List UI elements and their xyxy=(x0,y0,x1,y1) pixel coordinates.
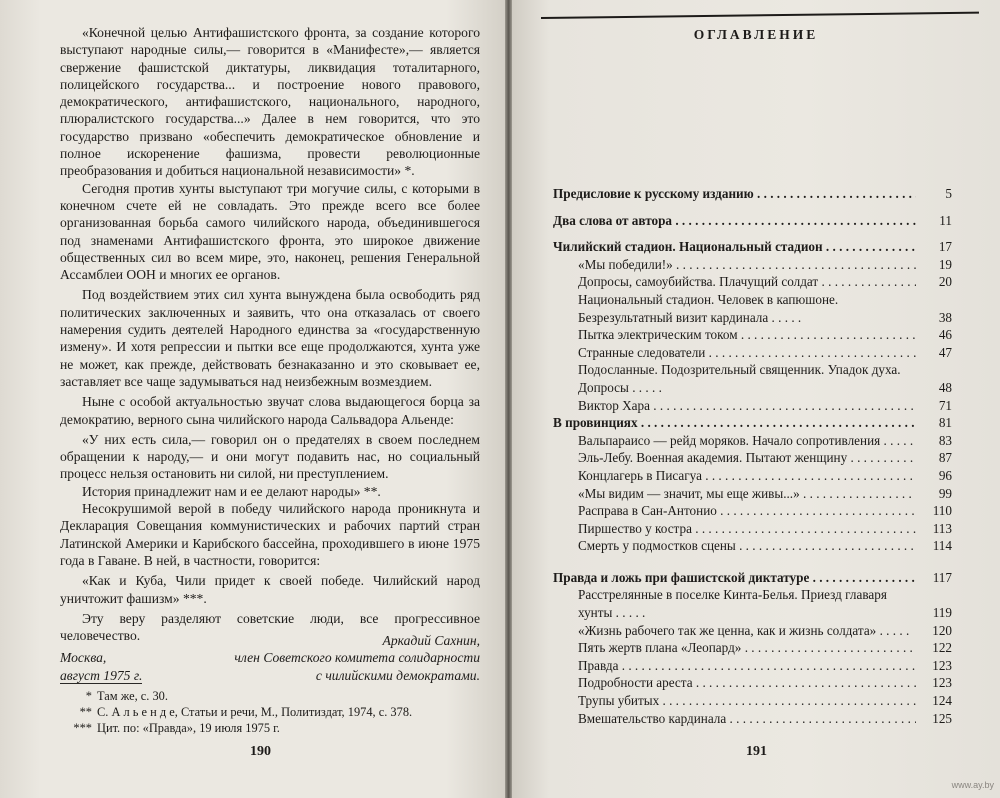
toc-entry-page: 5 xyxy=(945,186,952,201)
left-page-number: 190 xyxy=(250,744,271,759)
toc-entry-title: Правда . . . xyxy=(578,657,916,675)
toc-entry-page: 20 xyxy=(938,274,952,290)
watermark: www.ay.by xyxy=(951,780,994,790)
toc-section xyxy=(578,674,952,692)
toc-entry-page: 17 xyxy=(938,239,952,255)
footnote xyxy=(60,720,490,736)
toc-entry-page: 11 xyxy=(939,212,952,228)
toc-section xyxy=(578,502,952,520)
toc-entry-title: Вальпараисо — рейд моряков. Начало сопротивления . . . xyxy=(578,432,916,450)
signature-position: член Советского комитета солидарности xyxy=(234,650,480,666)
toc-section xyxy=(578,710,952,728)
footnote-text: Там же, с. 30. xyxy=(97,689,168,703)
quote-paragraph: «У них есть сила,— говорил он о предателях в своем последнем обращении к народу,— и они могут подавить нас, но социальный процесс нельзя остановить ни силой, ни преступлением. xyxy=(60,431,480,482)
paragraph: Под воздействием этих сил хунта вынуждена была освободить ряд политических заключенных и заявить, что она отказалась от своего намерения судить деятелей Народного единства за «государственную измену». И хотя репрессии и пытки все еще продолжаются, хунта уже не может, как прежде, действовать безнаказанно и это сковывает ее, заставляет все чаще задумываться над неизбежным возмездием. xyxy=(60,287,480,389)
footnote xyxy=(60,704,490,720)
toc-entry-title: Смерть у подмостков сцены . . . xyxy=(578,537,916,555)
toc-entry-title: Эль-Лебу. Военная академия. Пытают женщину . . . xyxy=(578,449,916,467)
toc-entry-title: Вмешательство кардинала . . . xyxy=(578,710,916,728)
paragraph: Эту веру разделяют советские люди, все прогрессивное человечество. xyxy=(60,610,480,644)
toc-section xyxy=(578,326,952,344)
toc-section xyxy=(578,361,952,396)
toc-title: ОГЛАВЛЕНИЕ xyxy=(693,27,819,42)
toc-entry-page: 71 xyxy=(938,397,952,413)
toc-entry-page: 48 xyxy=(938,379,952,395)
toc-chapter xyxy=(553,212,952,230)
footnote-text: Цит. по: «Правда», 19 июля 1975 г. xyxy=(97,721,280,735)
toc-section xyxy=(578,467,952,485)
toc-section xyxy=(578,692,952,710)
toc-section xyxy=(578,344,952,362)
toc-entry-page: 38 xyxy=(938,309,952,325)
toc-entry-page: 87 xyxy=(938,450,952,466)
toc-entry-title: Пять жертв плана «Леопард» . . . xyxy=(578,639,916,657)
right-page-number: 191 xyxy=(746,744,767,759)
book-spine-gutter xyxy=(505,0,512,798)
toc-entry-title: Расправа в Сан-Антонио . . . xyxy=(578,502,916,520)
toc-section xyxy=(578,537,952,555)
quote-paragraph: «Как и Куба, Чили придет к своей победе. Чилийский народ уничтожит фашизм» ***. xyxy=(60,573,480,606)
toc-entry-title: Подробности ареста . . . xyxy=(578,674,916,692)
paragraph: «Конечной целью Антифашистского фронта, за создание которого выступают народные силы,— говорится в «Манифесте»,— является свержение фашистской диктатуры, ликвидация тоталитарного, полицейского государства... и построение нового правового, демократического, антифашистского, национального, народного, плюралистского государства...» Далее в нем говорится, что это государство призвано «обеспечить демократическое обновление и полное искоренение фашизма, провести революционные преобразования и добиться национальной независимости» *. xyxy=(60,25,480,179)
signature-author: Аркадий Сахнин, xyxy=(382,633,480,648)
toc-entry-page: 119 xyxy=(932,605,952,621)
paragraph: Несокрушимой верой в победу чилийского народа проникнута и Декларация Совещания коммунистических и рабочих партий стран Латинской Америки и Карибского бассейна, проходившего в июне 1975 года в Гаване. В ней, в частности, говорится: xyxy=(60,501,480,568)
toc-chapter xyxy=(553,238,952,256)
toc-section xyxy=(578,586,952,621)
toc-entry-page: 123 xyxy=(932,657,952,673)
toc-entry-page: 19 xyxy=(938,256,952,272)
toc-section xyxy=(578,291,952,326)
toc-entry-title: Странные следователи . . . xyxy=(578,344,916,362)
toc-entry-title: Концлагерь в Писагуа . . . xyxy=(578,467,916,485)
toc-entry-page: 46 xyxy=(938,327,952,343)
toc-section xyxy=(578,397,952,415)
signature-position-cont: с чилийскими демократами. xyxy=(315,667,480,683)
left-page-text xyxy=(60,24,480,644)
toc-entry-page: 81 xyxy=(938,415,952,431)
toc-entry-title: Подосланные. Подозрительный священник. Упадок духа. Допросы . . . xyxy=(578,361,916,396)
footnotes xyxy=(60,688,490,736)
footnote-text: С. А л ь е н д е, Статьи и речи, М., Политиздат, 1974, с. 378. xyxy=(97,705,413,719)
signature-block xyxy=(60,632,480,684)
toc-entry-title: Допросы, самоубийства. Плачущий солдат . . . xyxy=(578,273,916,291)
toc-section xyxy=(578,449,952,467)
toc-entry-page: 124 xyxy=(932,693,952,709)
toc-entry-title: Расстрелянные в поселке Кинта-Белья. Приезд главаря хунты . . . xyxy=(578,586,916,621)
toc-entry-page: 117 xyxy=(932,569,952,585)
toc-entry-title: «Мы победили!» . . . xyxy=(578,256,916,274)
toc-entry-title: Пытка электрическим током . . . xyxy=(578,326,916,344)
toc-entry-page: 110 xyxy=(932,503,952,519)
toc-chapter xyxy=(553,569,952,587)
toc-section xyxy=(578,520,952,538)
footnote-divider xyxy=(60,683,142,684)
toc-entry-page: 123 xyxy=(932,675,952,691)
toc-entry-title: Предисловие к русскому изданию . . . xyxy=(553,185,916,203)
toc-section xyxy=(578,639,952,657)
footnote-mark: * xyxy=(85,689,92,703)
toc-entry-title: В провинциях . . . xyxy=(553,414,916,432)
toc-chapter xyxy=(553,185,952,203)
paragraph: Ныне с особой актуальностью звучат слова выдающегося борца за демократию, верного сына чилийского народа Сальвадора Альенде: xyxy=(60,394,480,427)
footnote-mark: *** xyxy=(73,721,92,735)
signature-place: Москва, xyxy=(60,650,107,666)
toc-entry-page: 47 xyxy=(938,344,952,360)
toc-section xyxy=(578,485,952,503)
toc-section xyxy=(578,256,952,274)
toc-entry-title: Правда и ложь при фашистской диктатуре . . . xyxy=(553,569,916,587)
footnote-mark: ** xyxy=(79,705,92,719)
toc-entry-page: 114 xyxy=(932,538,952,554)
toc-entry-page: 96 xyxy=(938,467,952,483)
toc-entry-title: Пиршество у костра . . . xyxy=(578,520,916,538)
toc-section xyxy=(578,273,952,291)
toc-section xyxy=(578,657,952,675)
toc-entry-title: Виктор Хара . . . xyxy=(578,397,916,415)
toc-entry-page: 120 xyxy=(932,622,952,638)
paragraph: Сегодня против хунты выступают три могучие силы, с которыми в конечном счете ей не совладать. Это прежде всего все более организованная борьба самого чилийского народа, объединившегося под знаменами Антифашистского фронта, это широкое движение общественных сил во всем мире, это, наконец, решения Генеральной Ассамблеи ООН и многих ее органов. xyxy=(60,180,480,283)
toc-entry-page: 125 xyxy=(932,710,952,726)
toc-entry-page: 99 xyxy=(938,485,952,501)
signature-date: август 1975 г. xyxy=(60,667,143,683)
toc-entry-page: 113 xyxy=(932,520,952,536)
toc-section xyxy=(578,432,952,450)
toc-entry-title: «Мы видим — значит, мы еще живы...» . . . xyxy=(578,485,916,503)
table-of-contents xyxy=(553,185,952,727)
footnote xyxy=(60,688,490,704)
toc-entry-page: 83 xyxy=(938,432,952,448)
toc-entry-page: 122 xyxy=(932,640,952,656)
toc-entry-title: Чилийский стадион. Национальный стадион . . . xyxy=(553,238,916,256)
toc-chapter xyxy=(553,414,952,432)
toc-entry-title: Национальный стадион. Человек в капюшоне. Безрезультатный визит кардинала . . . xyxy=(578,291,916,326)
toc-entry-title: «Жизнь рабочего так же ценна, как и жизнь солдата» . . . xyxy=(578,622,916,640)
toc-entry-title: Два слова от автора . . . xyxy=(553,212,916,230)
quote-paragraph: История принадлежит нам и ее делают народы» **. xyxy=(82,483,381,499)
toc-section xyxy=(578,622,952,640)
toc-entry-title: Трупы убитых . . . xyxy=(578,692,916,710)
